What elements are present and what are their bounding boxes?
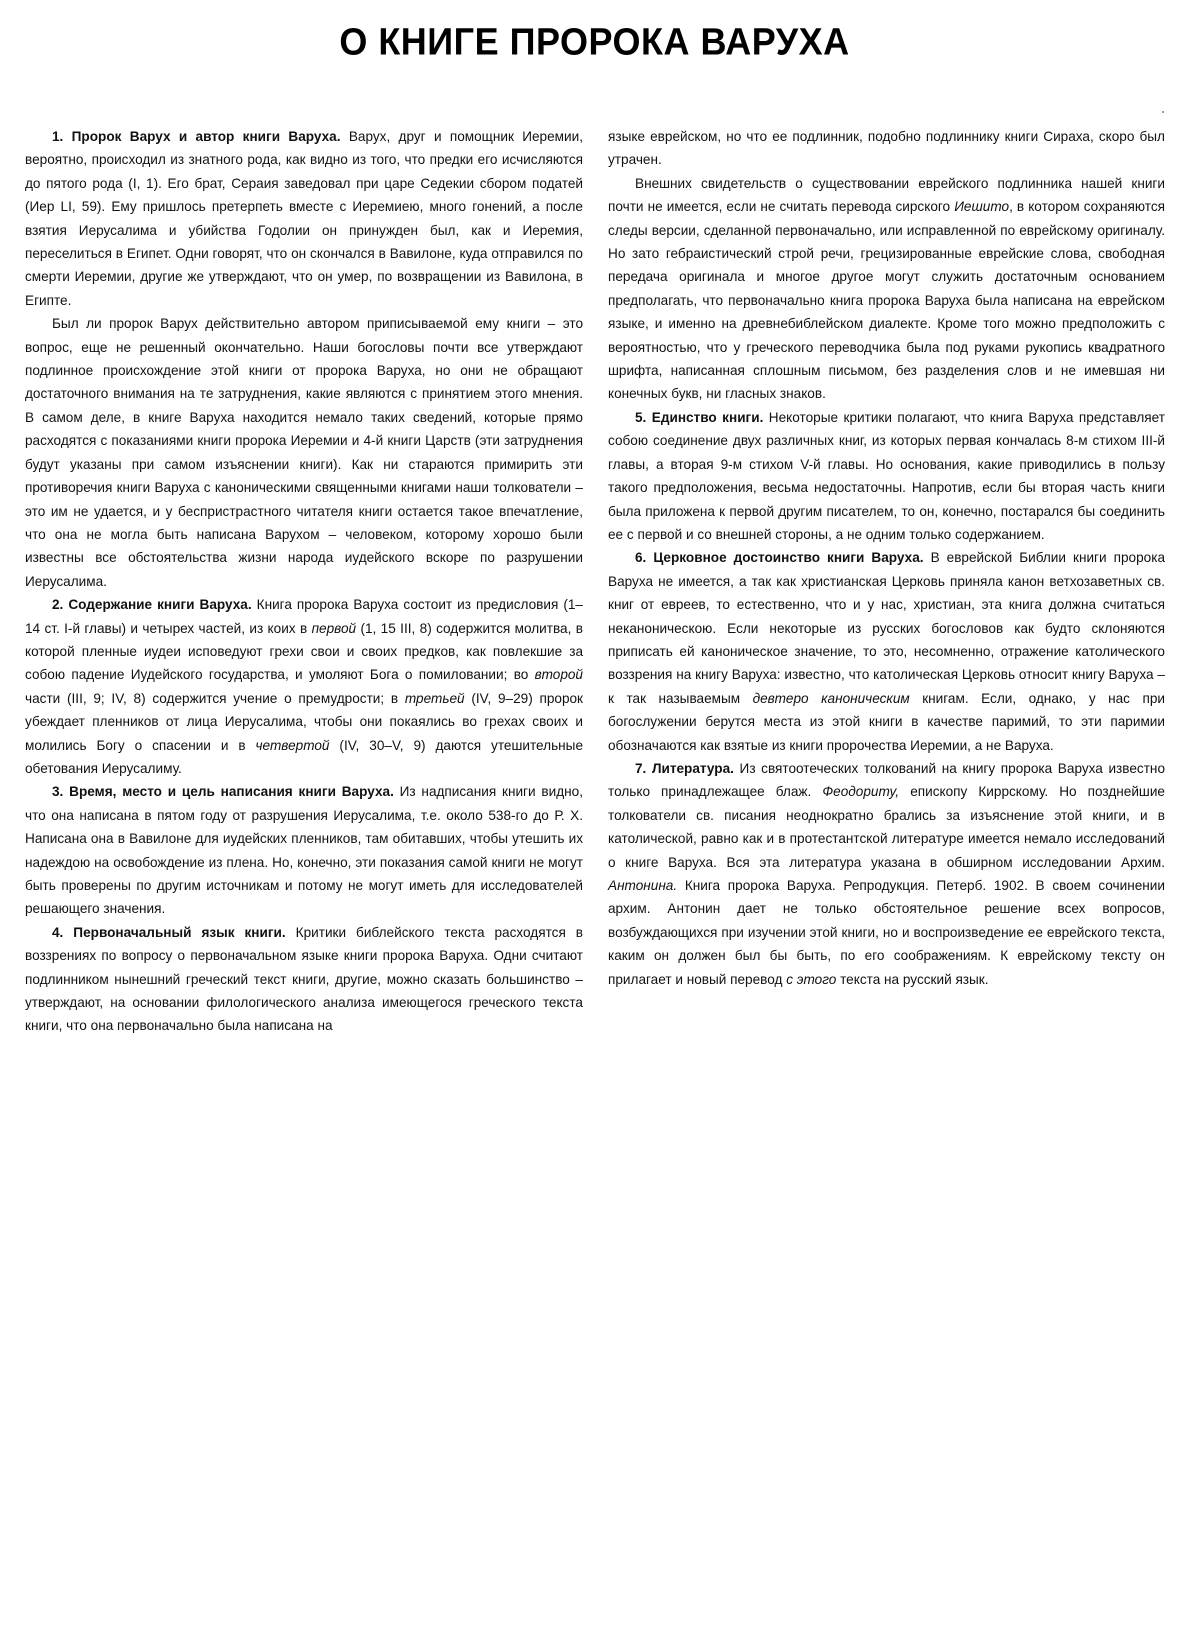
- section-4-paragraph: [25, 921, 583, 1038]
- page-title: О КНИГЕ ПРОРОКА ВАРУХА: [339, 19, 850, 63]
- section-6-text: книгам. Если, однако, у нас при богослужении берутся места из этой книги в качестве паримий, то эти паримии обозначаются как взятые из книги пророчества Иеремии, а не Варуха.: [608, 690, 1165, 753]
- left-column: [25, 125, 583, 1038]
- section-5-heading: 5. Единство книги.: [635, 409, 764, 425]
- section-4-text-2: , в котором сохраняются следы версии, сделанной первоначально, или исправленной по еврейскому оригиналу. Но зато гебраистический строй речи, грецизированные еврейские слова, свободная передача оригинала и многое другое могут служить достаточным основанием предполагать, что первоначально книга пророка Варуха была написана на еврейском языке, и именно на древнебиблейском диалекте. Кроме того можно предположить с вероятностью, что у греческого переводчика была под руками рукопись квадратного шрифта, написанная сплошным письмом, без разделения слов и не имевшая ни конечных букв, ни гласных знаков.: [608, 199, 1166, 402]
- section-6-emphasis: девтеро каноническим: [752, 690, 910, 706]
- section-2-text: (IV, 9–29) пророк убеждает пленников от лица Иерусалима, чтобы они покаялись во грехах своих и молились Богу о спасении и в: [25, 690, 584, 753]
- section-2-paragraph: [25, 593, 583, 780]
- section-1-text: Варух, друг и помощник Иеремии, вероятно, происходил из знатного рода, как видно из того, что предки его исчисляются до пятого рода (I, 1). Его брат, Сераия заведовал при царе Седекии сбором податей (Иер LI, 59). Ему пришлось претерпеть вместе с Иеремиею, много гонений, а после взятия Иерусалима и убийства Годолии он принужден был, как и Иеремия, переселиться в Египет. Одни говорят, что он скончался в Вавилоне, куда отправился по смерти Иеремии, другие же утверждают, что он умер, по возвращении из Вавилона, в Египте.: [25, 129, 583, 308]
- section-3-text: Из надписания книги видно, что она написана в пятом году от разрушения Иерусалима, т.е. около 538-го до Р. Х. Написана она в Вавилоне для иудейских пленников, там обитавших, чтобы утешить их надеждою на освобождение из плена. Но, конечно, эти показания самой книги не могут быть проверены по другим источникам и потому не могут иметь для исследователей решающего значения.: [25, 784, 583, 917]
- section-6-heading: 6. Церковное достоинство книги Варуха.: [635, 550, 924, 566]
- section-4-text: Критики библейского текста расходятся в воззрениях по вопросу о первоначальном языке книги пророка Варуха. Одни считают подлинником нынешний греческий текст книги, другие, можно сказать большинство – утверждают, на основании филологического анализа имеющегося греческого текста книги, что она первоначально была написана на: [25, 924, 583, 1034]
- section-7-emphasis: Феодориту,: [822, 784, 900, 800]
- section-4-paragraph-2: [608, 172, 1165, 406]
- section-3-heading: 3. Время, место и цель написания книги Варуха.: [52, 784, 394, 800]
- section-2-text: части (III, 9; IV, 8) содержится учение о премудрости; в: [25, 690, 405, 706]
- section-4-continuation: [608, 125, 1165, 172]
- section-7-text: текста на русский язык.: [836, 971, 989, 987]
- section-7-heading: 7. Литература.: [635, 760, 734, 776]
- section-1-paragraph: [25, 125, 583, 312]
- section-2-emphasis: первой: [311, 620, 357, 636]
- section-7-paragraph: [608, 757, 1165, 991]
- section-1-heading: 1. Пророк Варух и автор книги Варуха.: [52, 129, 341, 144]
- section-7-text: Книга пророка Варуха. Репродукция. Петерб. 1902. В своем сочинении архим. Антонин дает не только обстоятельное решение всех вопросов, возбуждающихся при изучении этой книги, но и воспроизведение ее еврейского текста, каким он должен был бы быть, по его соображениям. К еврейскому тексту он прилагает и новый перевод: [608, 878, 1165, 987]
- section-4-heading: 4. Первоначальный язык книги.: [52, 924, 286, 940]
- scan-speck: [1162, 111, 1164, 113]
- right-column: [608, 125, 1165, 991]
- section-3-paragraph: [25, 780, 583, 920]
- section-1-text-2: Был ли пророк Варух действительно автором приписываемой ему книги – это вопрос, еще не решенный окончательно. Наши богословы почти все утверждают подлинное происхождение этой книги от пророка Варуха, но они не обращают достаточного внимания на те затруднения, какие являются с принятием этого мнения. В самом деле, в книге Варуха находится немало таких сведений, которые прямо расходятся с показаниями книги пророка Иеремии и 4-й книги Царств (эти затруднения будут указаны при самом изъяснении книги). Как ни стараются примирить эти противоречия книги Варуха с каноническими священными книгами наши толкователи – это им не удается, и у беспристрастного читателя книги остается такое впечатление, что она не могла быть написана Варухом – человеком, которому хорошо были известны все обстоятельства жизни народа иудейского вскоре по разрушении Иерусалима.: [25, 316, 583, 589]
- section-2-text: (IV, 30–V, 9) даются утешительные обетования Иерусалиму.: [25, 737, 584, 776]
- section-4-text-continued: языке еврейском, но что ее подлинник, подобно подлиннику книги Сираха, скоро был утрачен.: [608, 129, 1165, 168]
- section-7-text: Из святоотеческих толкований на книгу пророка Варуха известно только принадлежащее блаж.: [608, 760, 1165, 800]
- section-2-emphasis: четвертой: [255, 737, 330, 753]
- section-2-text: (1, 15 III, 8) содержится молитва, в которой пленные иудеи исповедуют грехи свои и своих предков, как повлекшие за собою падение Иудейского государства, и умоляют Бога о помиловании; во: [25, 620, 583, 683]
- section-2-heading: 2. Содержание книги Варуха.: [52, 597, 252, 613]
- section-7-emphasis: Антонина.: [608, 878, 678, 893]
- section-7-emphasis: с этого: [786, 971, 837, 987]
- section-5-paragraph: [608, 406, 1165, 546]
- section-6-paragraph: [608, 546, 1165, 757]
- section-2-text: Книга пророка Варуха состоит из предисловия (1–14 ст. I-й главы) и четырех частей, из коих в: [25, 597, 583, 636]
- section-6-text: В еврейской Библии книги пророка Варуха не имеется, а так как христианская Церковь приняла канон ветхозаветных св. книг от евреев, то естественно, что и у нас, христиан, эта книга должна считаться неканоническою. Если некоторые из русских богословов как будто склоняются приписать ей каноническое значение, то это, несомненно, отражение католического воззрения на книгу Варуха: известно, что католическая Церковь относит книгу Варуха – к так называемым: [608, 550, 1166, 706]
- section-7-text: епископу Киррскому. Но позднейшие толкователи св. писания неоднократно брались за изъяснение этой книги, и в католической, равно как и в протестантской литературе имеется немало исследований о книге Варуха. Вся эта литература указана в обширном исследовании Архим.: [608, 784, 1165, 870]
- section-1-paragraph-2: [25, 312, 583, 593]
- section-4-emphasis: Иешито: [954, 199, 1010, 215]
- section-2-emphasis: второй: [534, 667, 583, 683]
- section-4-text-2: Внешних свидетельств о существовании еврейского подлинника нашей книги почти не имеется, если не считать перевода сирского: [608, 175, 1165, 215]
- section-5-text: Некоторые критики полагают, что книга Варуха представляет собою соединение двух различных книг, из которых первая кончалась 8-м стихом III-й главы, а вторая 9-м стихом V-й главы. Но основания, какие приводились в пользу такого предположения, весьма недостаточны. Напротив, если бы вторая часть книги была приложена к первой другим писателем, то он, конечно, постарался бы соединить ее с первой и со внешней стороны, а не одним только содержанием.: [608, 409, 1165, 542]
- section-2-emphasis: третьей: [404, 690, 465, 706]
